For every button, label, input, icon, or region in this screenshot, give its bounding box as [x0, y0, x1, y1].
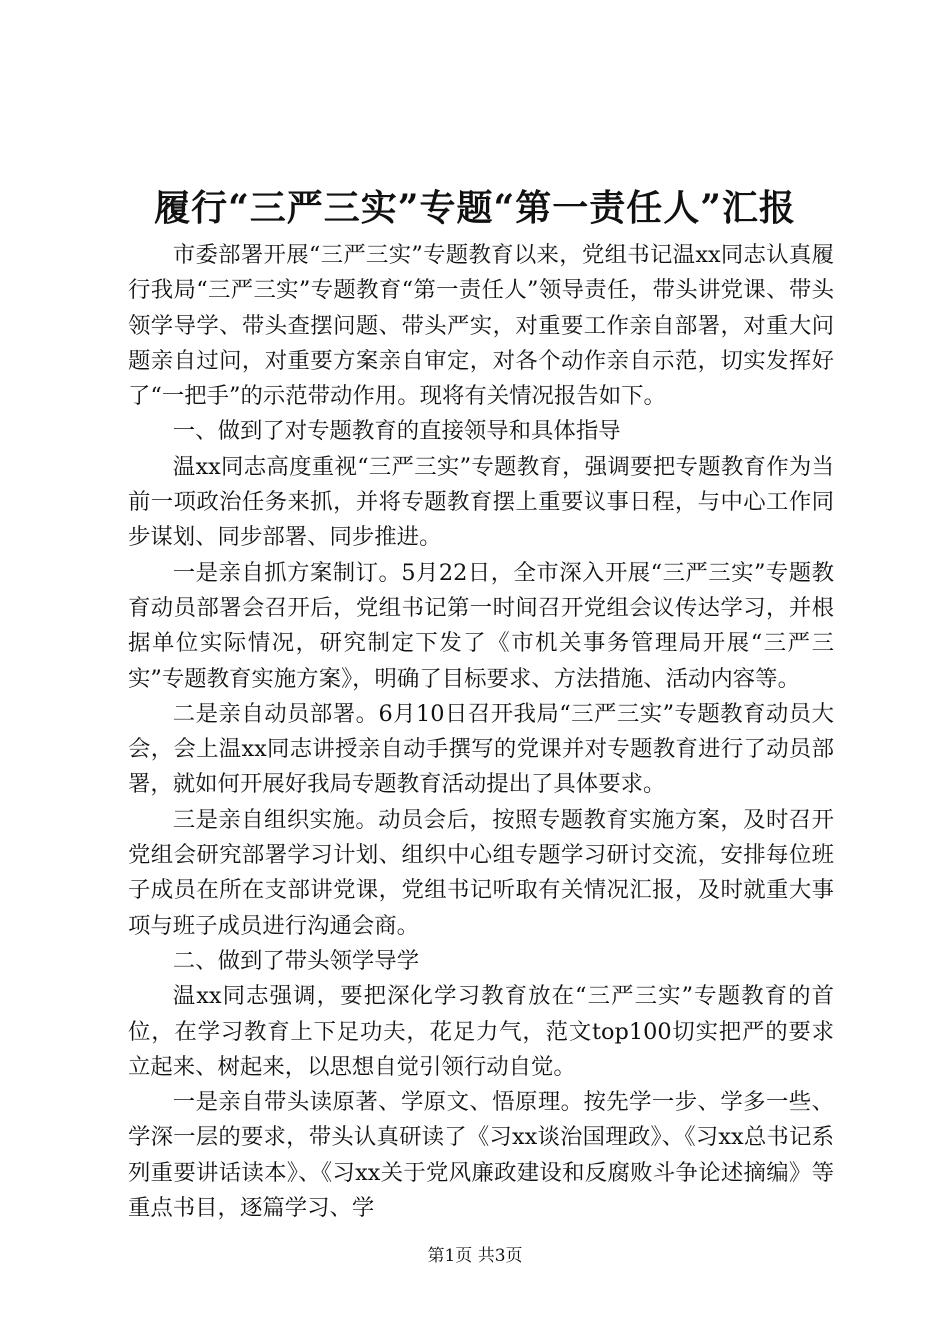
- paragraph: 一是亲自抓方案制订。5月22日，全市深入开展“三严三实”专题教育动员部署会召开后，党组书记第一时间召开党组会议传达学习，并根据单位实际情况，研究制定下发了《市机关事务管理局开展“三严三实”专题教育实施方案》，明确了目标要求、方法措施、活动内容等。: [128, 559, 834, 692]
- paragraph: 三是亲自组织实施。动员会后，按照专题教育实施方案，及时召开党组会研究部署学习计划、组织中心组专题学习研讨交流，安排每位班子成员在所在支部讲党课，党组书记听取有关情况汇报，及时就重大事项与班子成员进行沟通会商。: [128, 806, 834, 939]
- paragraph: 温xx同志高度重视“三严三实”专题教育，强调要把专题教育作为当前一项政治任务来抓，并将专题教育摆上重要议事日程，与中心工作同步谋划、同步部署、同步推进。: [128, 453, 834, 551]
- paragraph: 二是亲自动员部署。6月10日召开我局“三严三实”专题教育动员大会，会上温xx同志讲授亲自动手撰写的党课并对专题教育进行了动员部署，就如何开展好我局专题教育活动提出了具体要求。: [128, 700, 834, 798]
- document-title: 履行“三严三实”专题“第一责任人”汇报: [154, 187, 796, 229]
- paragraph-intro: 市委部署开展“三严三实”专题教育以来，党组书记温xx同志认真履行我局“三严三实”专题教育“第一责任人”领导责任，带头讲党课、带头领学导学、带头查摆问题、带头严实，对重要工作亲自部署，对重大问题亲自过问，对重要方案亲自审定，对各个动作亲自示范，切实发挥好了“一把手”的示范带动作用。现将有关情况报告如下。: [128, 242, 834, 410]
- paragraph: 一是亲自带头读原著、学原文、悟原理。按先学一步、学多一些、学深一层的要求，带头认真研读了《习xx谈治国理政》、《习xx总书记系列重要讲话读本》、《习xx关于党风廉政建设和反腐败斗争论述摘编》等重点书目，逐篇学习、学: [128, 1089, 834, 1222]
- paragraph: 温xx同志强调，要把深化学习教育放在“三严三实”专题教育的首位，在学习教育上下足功夫，花足力气，范文top100切实把严的要求立起来、树起来，以思想自觉引领行动自觉。: [128, 983, 834, 1080]
- page-number-footer: 第1页 共3页: [427, 1246, 523, 1266]
- section-heading-2: 二、做到了带头领学导学: [172, 947, 420, 974]
- section-heading-1: 一、做到了对专题教育的直接领导和具体指导: [172, 418, 621, 445]
- document-body: [128, 238, 834, 1226]
